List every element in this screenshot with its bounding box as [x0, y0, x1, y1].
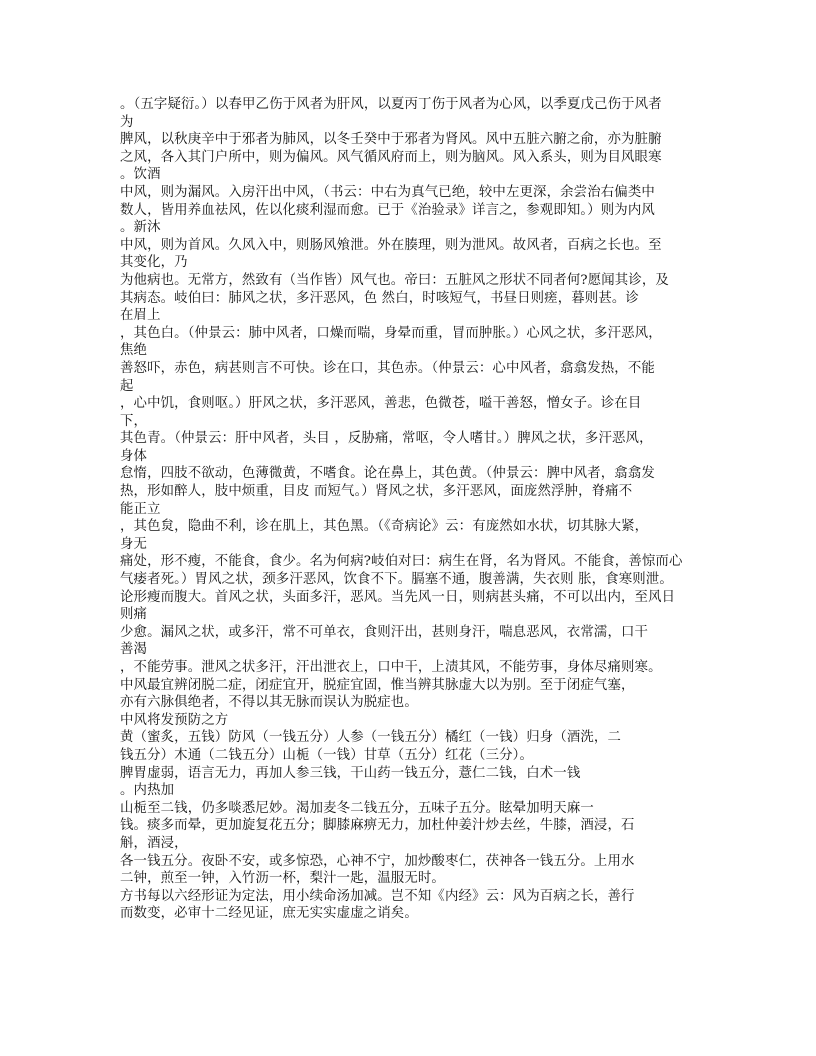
text-line: ，不能劳事。泄风之状多汗，汗出泄衣上，口中干，上渍其风，不能劳事，身体尽痛则寒。	[120, 660, 662, 675]
text-line: ，其色白。（仲景云：肺中风者，口燥而喘，身晕而重，冒而肿胀。）心风之状，多汗恶风，	[120, 325, 662, 341]
text-line: 。新沐	[120, 220, 161, 236]
text-line: 焦绝	[120, 343, 148, 359]
body-text	[120, 96, 690, 923]
text-line: 其色青。（仲景云：肝中风者，头目 ，反胁痛，常呕，令人嗜甘。）脾风之状，多汗恶风，	[120, 431, 653, 447]
text-line: 则痛	[120, 607, 148, 623]
text-line: ，心中饥，食则呕。）肝风之状，多汗恶风，善悲，色微苍，嗌干善怒，憎女子。诊在目	[120, 396, 642, 412]
text-line: 为他病也。无常方，然致有（当作皆）风气也。帝曰：五脏风之形状不同者何?愿闻其诊，及	[120, 272, 669, 288]
text-line: 亦有六脉俱绝者，不得以其无脉而误认为脱症也。	[120, 695, 418, 711]
text-line: 中风，则为首风。久风入中，则肠风飧泄。外在腠理，则为泄风。故风者，百病之长也。至	[120, 237, 662, 253]
text-line: 方书每以六经形证为定法，用小续命汤加减。岂不知《内经》云：风为百病之长，善行	[120, 888, 635, 904]
text-line: 二钟，煎至一钟，入竹沥一杯，梨汁一匙，温服无时。	[120, 871, 445, 887]
text-line: 中风，则为漏风。入房汗出中风，（书云：中右为真气已绝，较中左更深，余尝治右偏类中	[120, 184, 655, 200]
text-line: 身无	[120, 536, 148, 552]
text-line: ，其色炱，隐曲不利，诊在肌上，其色黑。（《奇病论》云：有庞然如水状，切其脉大紧，	[120, 519, 649, 535]
text-line: 论形瘦而腹大。首风之状，头面多汗，恶风。当先风一日，则病甚头痛，不可以出内，至风日	[120, 589, 676, 605]
text-line: 黄（蜜炙，五钱）防风（一钱五分）人参（一钱五分）橘红（一钱）归身（酒洗，二	[120, 730, 622, 746]
text-line: 。（五字疑衍。）以春甲乙伤于风者为肝风，以夏丙丁伤于风者为心风，以季夏戊己伤于风者	[120, 97, 662, 112]
text-line: 痛处，形不瘦，不能食，食少。名为何病?岐伯对曰：病生在肾，名为肾风。不能食，善惊而心	[120, 554, 683, 570]
text-line: 在眉上	[120, 308, 161, 324]
text-line: 之风，各入其门户所中，则为偏风。风气循风府而上，则为脑风。风入系头，则为目风眼寒	[120, 149, 662, 165]
text-line: 热，形如醉人，肢中烦重，目皮 而短气。）肾风之状，多汗恶风，面庞然浮肿，脊痛不	[120, 484, 633, 500]
text-line: 身体	[120, 448, 148, 464]
text-line: 起	[120, 378, 134, 394]
text-line: 而数变，必审十二经见证，庶无实实虚虚之诮矣。	[120, 906, 418, 922]
text-line: 。饮酒	[120, 167, 161, 183]
text-line: 怠惰，四肢不欲动，色薄微黄，不嗜食。论在鼻上，其色黄。（仲景云：脾中风者，翕翕发	[120, 466, 655, 482]
text-line: 气痿者死。）胃风之状，颈多汗恶风，饮食不下。膈塞不通，腹善满，失衣则 胀，食寒则泄。	[120, 572, 673, 588]
text-line: 善渴	[120, 642, 148, 658]
text-line: 。内热加	[120, 783, 175, 799]
text-line: 能正立	[120, 501, 161, 517]
text-line: 斛，酒浸，	[120, 835, 188, 851]
section-heading: 中风将发预防之方	[120, 712, 229, 728]
text-line: 其变化，乃	[120, 255, 188, 271]
text-line: 少愈。漏风之状，或多汗，常不可单衣，食则汗出，甚则身汗，喘息恶风，衣常濡，口干	[120, 624, 649, 640]
text-line: 脾胃虚弱，语言无力，再加人参三钱，干山药一钱五分，薏仁二钱，白术一钱	[120, 765, 581, 781]
text-line: 各一钱五分。夜卧不安，或多惊恐，心神不宁，加炒酸枣仁，茯神各一钱五分。上用水	[120, 853, 635, 869]
text-line: 钱。痰多而晕，更加旋复花五分；脚膝麻痹无力，加杜仲姜汁炒去丝，牛膝，酒浸，石	[120, 818, 635, 834]
text-line: 下，	[120, 413, 148, 429]
text-line: 钱五分）木通（二钱五分）山栀（一钱）甘草（五分）红花（三分）。	[120, 747, 534, 763]
text-line: 其病态。岐伯曰：肺风之状，多汗恶风，色 然白，时咳短气，书昼日则瘥，暮则甚。诊	[120, 290, 639, 306]
text-line: 数人，皆用养血祛风，佐以化痰利湿而愈。已于《治验录》详言之，参观即知。）则为内风	[120, 202, 655, 218]
text-line: 善怒吓，赤色，病甚则言不可快。诊在口，其色赤。（仲景云：心中风者，翕翕发热，不能	[120, 360, 655, 376]
text-line: 山栀至二钱，仍多啖悉尼妙。渴加麦冬二钱五分，五味子五分。眩晕加明天麻一	[120, 800, 594, 816]
text-line: 为	[120, 114, 134, 130]
text-line: 中风最宜辨闭脱二症，闭症宜开，脱症宜固，惟当辨其脉虚大以为别。至于闭症气塞，	[120, 677, 635, 693]
text-line: 脾风，以秋庚辛中于邪者为肺风，以冬壬癸中于邪者为肾风。风中五脏六腑之俞，亦为脏腑	[120, 132, 662, 148]
